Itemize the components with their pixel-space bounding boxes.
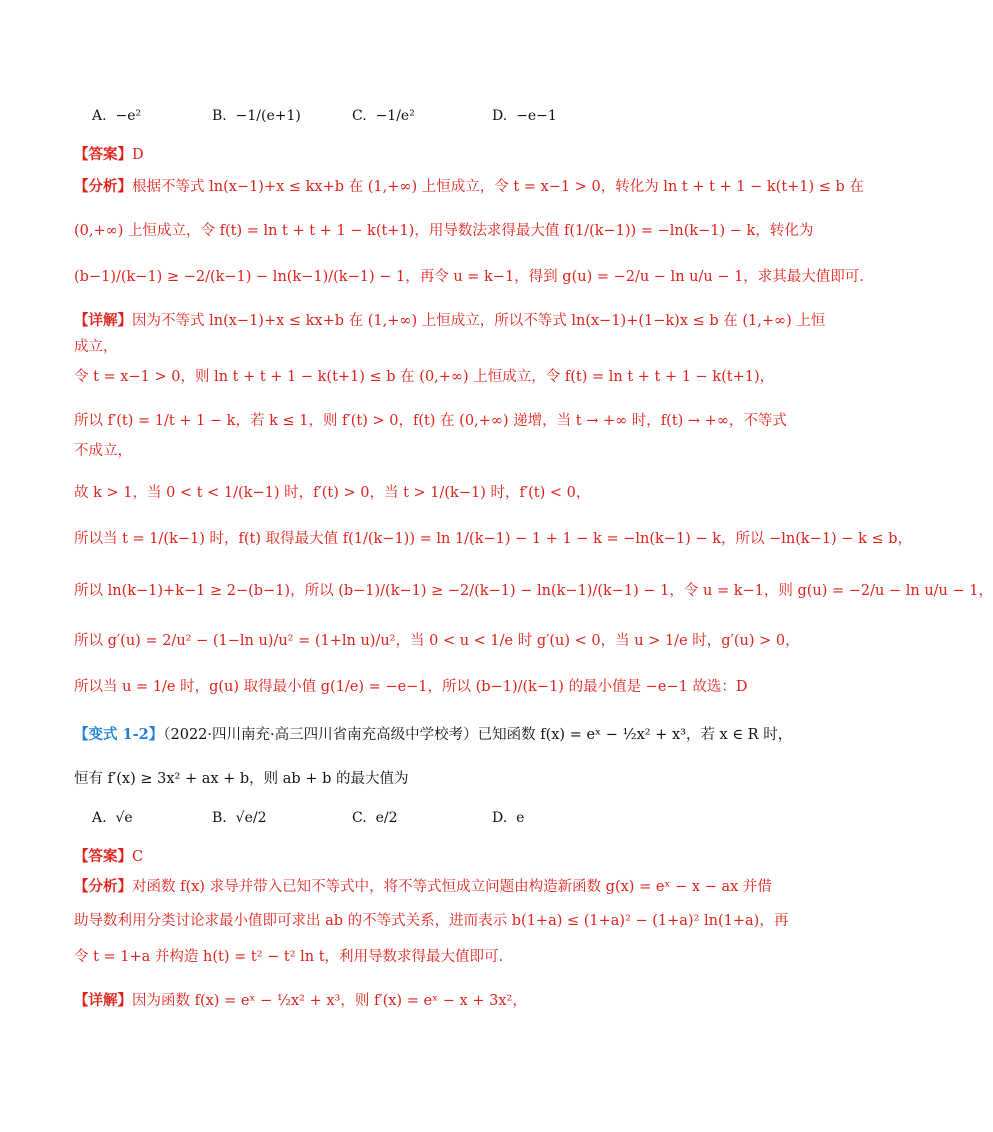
variant-tag: 【变式 1-2】	[74, 726, 164, 743]
q1-option-b	[212, 108, 301, 124]
q2-option-d	[492, 810, 524, 826]
section-text: 根据不等式 ln(x−1)+x ≤ kx+b 在 (1,+∞) 上恒成立，令 t = x−1 > 0，转化为 ln t + t + 1 − k(t+1) ≤ b 在	[132, 179, 864, 195]
q1-answer	[74, 144, 730, 166]
section-tag: 【详解】	[74, 992, 132, 1009]
option-label: B.	[212, 810, 227, 826]
option-value: √e	[115, 810, 133, 826]
section-text: 因为不等式 ln(x−1)+x ≤ kx+b 在 (1,+∞) 上恒成立，所以不等式 ln(x−1)+(1−k)x ≤ b 在 (1,+∞) 上恒	[132, 313, 826, 329]
q2-analysis-line2: 助导数利用分类讨论求最小值即可求出 ab 的不等式关系，进而表示 b(1+a) ≤ (1+a)² − (1+a)² ln(1+a)，再	[74, 913, 789, 929]
q1-analysis-line3: (b−1)/(k−1) ≥ −2/(k−1) − ln(k−1)/(k−1) − 1，再令 u = k−1，得到 g(u) = −2/u − ln u/u − 1，求其最大值即可.	[74, 269, 864, 285]
option-label: C.	[352, 810, 367, 826]
section-tag: 【分析】	[74, 178, 132, 195]
q1-option-a	[92, 108, 141, 124]
option-value: −e−1	[516, 108, 557, 124]
q1-detail-line7: 所以当 t = 1/(k−1) 时，f(t) 取得最大值 f(1/(k−1)) = ln 1/(k−1) − 1 + 1 − k = −ln(k−1) − k，所以 −ln(k−1) − k ≤ b，	[74, 531, 913, 547]
option-label: B.	[212, 108, 227, 124]
q1-detail-line5: 不成立，	[74, 443, 132, 459]
q1-detail-line8: 所以 ln(k−1)+k−1 ≥ 2−(b−1)，所以 (b−1)/(k−1) ≥ −2/(k−1) − ln(k−1)/(k−1) − 1，令 u = k−1，则 g(u) = −2/u − ln u/u − 1，	[74, 583, 993, 599]
q2-option-b	[212, 810, 267, 826]
q1-detail-line3: 令 t = x−1 > 0，则 ln t + t + 1 − k(t+1) ≤ b 在 (0,+∞) 上恒成立，令 f(t) = ln t + t + 1 − k(t+1)，	[74, 369, 775, 385]
option-value: −1/e²	[375, 108, 415, 124]
answer-label: 【答案】	[74, 848, 132, 865]
option-label: C.	[352, 108, 367, 124]
q1-detail-line9: 所以 g′(u) = 2/u² − (1−ln u)/u² = (1+ln u)/u²，当 0 < u < 1/e 时 g′(u) < 0，当 u > 1/e 时，g′(u) > 0，	[74, 633, 800, 649]
section-text: 因为函数 f(x) = eˣ − ½x² + x³，则 f′(x) = eˣ − x + 3x²，	[132, 993, 527, 1009]
option-label: D.	[492, 810, 508, 826]
q2-option-c	[352, 810, 398, 826]
option-value: −1/(e+1)	[235, 108, 301, 124]
q1-option-c	[352, 108, 415, 124]
answer-value: C	[132, 849, 144, 865]
q1-analysis-line2: (0,+∞) 上恒成立，令 f(t) = ln t + t + 1 − k(t+1)，用导数法求得最大值 f(1/(k−1)) = −ln(k−1) − k，转化为	[74, 223, 814, 239]
option-label: A.	[92, 810, 107, 826]
q2-stem-line1	[74, 724, 793, 746]
section-text: 对函数 f(x) 求导并带入已知不等式中，将不等式恒成立问题由构造新函数 g(x) = eˣ − x − ax 并借	[132, 879, 772, 895]
q1-detail-line10: 所以当 u = 1/e 时，g(u) 取得最小值 g(1/e) = −e−1，所以 (b−1)/(k−1) 的最小值是 −e−1 故选：D	[74, 679, 748, 695]
answer-label: 【答案】	[74, 146, 132, 163]
section-tag: 【详解】	[74, 312, 132, 329]
q2-analysis-line3: 令 t = 1+a 并构造 h(t) = t² − t² ln t，利用导数求得最大值即可.	[74, 949, 504, 965]
q2-answer	[74, 846, 730, 868]
q1-detail-line1	[74, 310, 826, 332]
answer-value: D	[132, 147, 144, 163]
q2-option-a	[92, 810, 133, 826]
option-value: −e²	[115, 108, 142, 124]
q1-detail-line4: 所以 f′(t) = 1/t + 1 − k，若 k ≤ 1，则 f′(t) > 0，f(t) 在 (0,+∞) 递增，当 t → +∞ 时，f(t) → +∞，不等式	[74, 413, 787, 429]
q2-stem-text: （2022·四川南充·高三四川省南充高级中学校考）已知函数 f(x) = eˣ − ½x² + x³，若 x ∈ R 时，	[163, 727, 793, 743]
q1-analysis-line1	[74, 176, 864, 198]
option-value: e/2	[375, 810, 398, 826]
q2-stem-line2: 恒有 f′(x) ≥ 3x² + ax + b，则 ab + b 的最大值为	[74, 771, 409, 787]
option-label: D.	[492, 108, 508, 124]
section-tag: 【分析】	[74, 878, 132, 895]
q2-analysis-line1	[74, 876, 772, 898]
q1-detail-line2: 成立，	[74, 339, 118, 355]
q1-option-d	[492, 108, 557, 124]
q2-detail-line1	[74, 990, 730, 1012]
option-value: e	[516, 810, 525, 826]
option-value: √e/2	[235, 810, 267, 826]
q1-detail-line6: 故 k > 1，当 0 < t < 1/(k−1) 时，f′(t) > 0，当 t > 1/(k−1) 时，f′(t) < 0，	[74, 485, 591, 501]
option-label: A.	[92, 108, 107, 124]
